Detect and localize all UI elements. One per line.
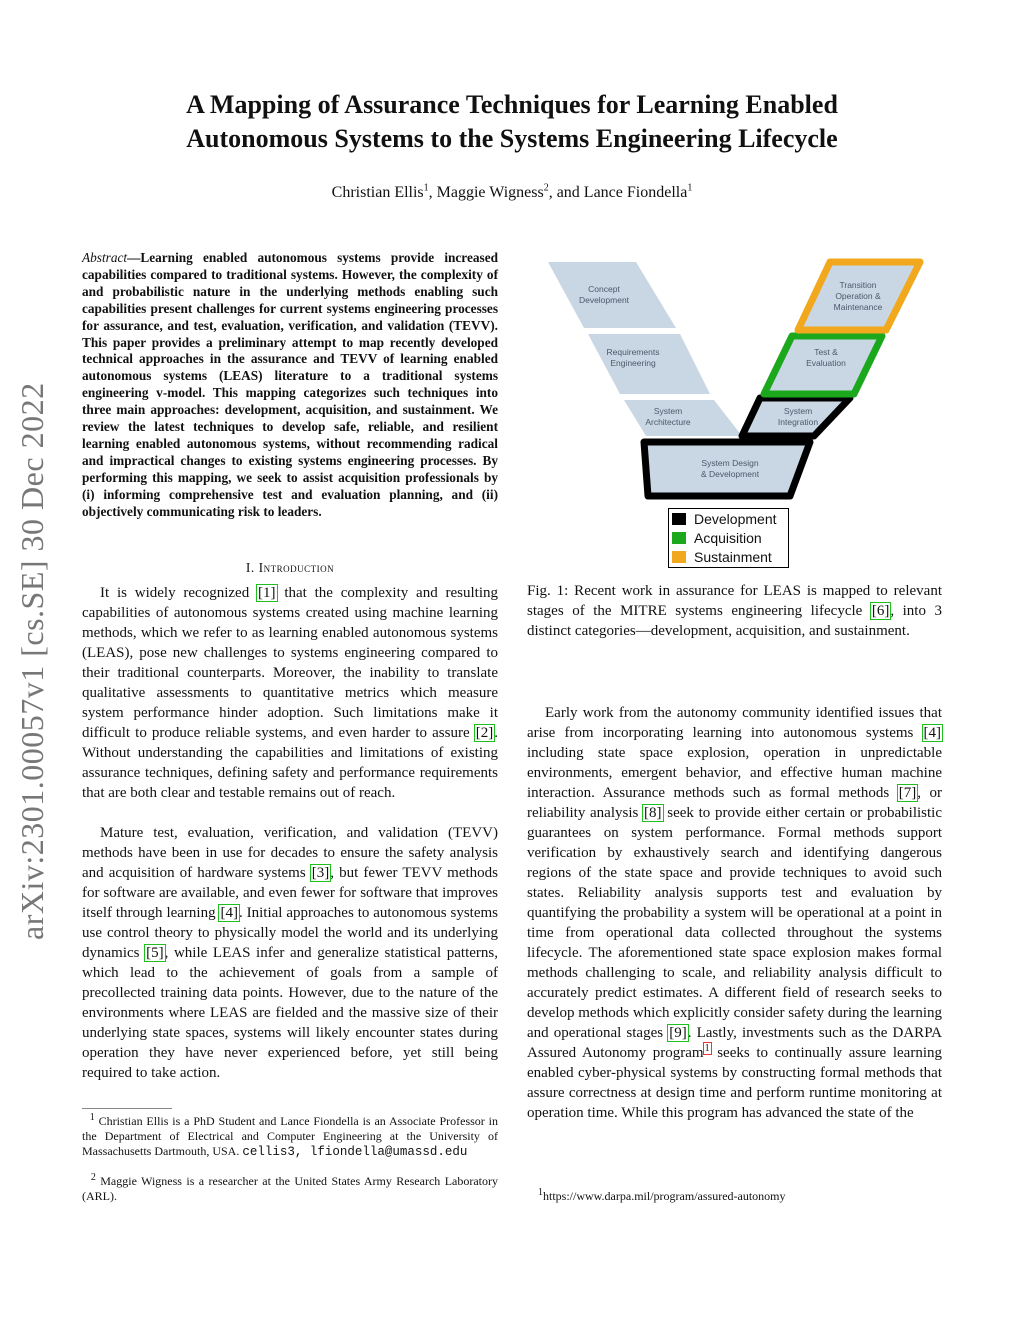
footnote-1 xyxy=(82,1114,498,1160)
paragraph-text: . Initial approaches to autonomous systems use control theory to physically model the world and its underlying dynamics xyxy=(82,905,498,961)
stage-label: System Design xyxy=(701,458,759,468)
footnote-3 xyxy=(538,1189,938,1204)
stage-label: Concept xyxy=(588,284,620,294)
caption-text: Fig. 1: Recent work in assurance for LEAS is mapped to relevant stages of the MITRE systems engineering lifecycle xyxy=(527,583,942,619)
legend-item-development xyxy=(669,509,788,528)
legend-swatch xyxy=(672,513,686,525)
stage-label: Test & xyxy=(814,347,838,357)
section-title: Introduction xyxy=(258,560,335,575)
citation-link[interactable]: [5] xyxy=(146,945,164,961)
citation-link[interactable]: [4] xyxy=(923,725,941,741)
author-2-affil: 2 xyxy=(543,182,549,194)
author-1: Christian Ellis xyxy=(331,184,424,201)
stage-label: Engineering xyxy=(610,358,656,368)
stage-label: & Development xyxy=(700,469,760,479)
paragraph-text: seek to provide either certain or probabilistic guarantees on system performance. Formal methods support verification by exhaustively search and identifying dangerous regions of the state space and provide techniques to avoid such states. Reliability analysis supports test and evaluation by quantifying the probability a system will be operational at a point in time from operational data collected throughout the systems lifecycle. The aforementioned state space explosion makes formal methods challenging to scale, and reliability analysis difficult to accurately predict estimates. A different field of research seeks to develop methods which explicitly consider safety during the learning and operational stages xyxy=(527,805,943,1041)
stage-label: Transition xyxy=(839,280,877,290)
paragraph-text: that the complexity and resulting capabilities of autonomous systems created using machine learning methods, which we refer to as learning enabled autonomous systems (LEAS), pose new challenges to systems engineering compared to their traditional counterparts. Moreover, the inability to translate qualitative assessments to quantitative metrics which measure system performance hinder adoption. Such limitations make it difficult to produce reliable systems, and even harder to assure xyxy=(82,585,498,741)
legend-item-acquisition xyxy=(669,528,788,547)
footnote-mark: 1 xyxy=(538,1187,543,1198)
v-model-figure xyxy=(528,250,938,570)
citation-link[interactable]: [2] xyxy=(475,725,494,741)
author-3-affil: 1 xyxy=(687,182,693,194)
paragraph-text: , but fewer TEVV methods for software are available, and even fewer for software that improves itself through learning xyxy=(82,865,498,921)
author-1-affil: 1 xyxy=(423,182,429,194)
legend-label: Development xyxy=(694,510,777,527)
citation-link[interactable]: [8] xyxy=(644,805,662,821)
footnote-text: Christian Ellis is a PhD Student and Lance Fiondella is an Associate Professor in the Department of Electrical and Computer Engineering at the University of Massachusetts Dartmouth, USA. xyxy=(82,1114,498,1158)
caption-text: , into 3 distinct categories—development, acquisition, and sustainment. xyxy=(527,603,943,639)
paragraph-text: , while LEAS infer and generalize statistical patterns, which lead to the achievement of goals from a sample of precollected training data points. However, due to the nature of the environments where LEAS are fielded and the massive size of their underlying state spaces, systems will likely encounter states during operation they have never experienced before, yet still being required to take action. xyxy=(82,945,498,1081)
title-line-2: Autonomous Systems to the Systems Engineering Lifecycle xyxy=(186,124,838,153)
paragraph-3 xyxy=(527,703,942,1123)
paragraph-text: seeks to continually assure learning enabled cyber-physical systems by constructing formal methods that assure correctness at design time and perform runtime monitoring at operation time. While this program has advanced the state of the xyxy=(527,1045,942,1121)
abstract xyxy=(82,250,498,521)
legend-item-sustainment xyxy=(669,547,788,566)
citation-link[interactable]: [3] xyxy=(311,865,330,881)
abstract-label: Abstract xyxy=(82,250,128,265)
footnote-2 xyxy=(82,1174,498,1204)
stage-label: System xyxy=(653,406,683,416)
paragraph-text: It is widely recognized xyxy=(100,585,258,601)
footnote-email[interactable]: cellis3, lfiondella@umassd.edu xyxy=(242,1145,468,1159)
stage-label: System xyxy=(783,406,813,416)
arxiv-stamp: arXiv:2301.00057v1 [cs.SE] 30 Dec 2022 xyxy=(14,382,50,940)
legend-swatch xyxy=(672,551,686,563)
legend-swatch xyxy=(672,532,686,544)
paper-title xyxy=(100,88,924,156)
footnote-divider xyxy=(82,1108,172,1109)
citation-link[interactable]: [9] xyxy=(669,1025,687,1041)
paragraph-text: , or reliability analysis xyxy=(527,785,943,821)
stage-label: Maintenance xyxy=(833,302,883,312)
title-line-1: A Mapping of Assurance Techniques for Learning Enabled xyxy=(186,90,838,119)
paragraph-text: . Lastly, investments such as the DARPA Assured Autonomy program xyxy=(527,1025,942,1061)
v-model-diagram xyxy=(528,250,938,510)
author-list xyxy=(100,184,924,202)
section-number: I. xyxy=(245,560,259,575)
citation-link[interactable]: [7] xyxy=(898,785,917,801)
figure-caption xyxy=(527,581,942,641)
author-2: , Maggie Wigness xyxy=(428,184,544,201)
citation-link[interactable]: [4] xyxy=(220,905,238,921)
paragraph-text: Mature test, evaluation, verification, and validation (TEVV) methods have been in use for decades to ensure the safety analysis and acquisition of hardware systems xyxy=(82,825,498,881)
legend-label: Sustainment xyxy=(694,548,772,565)
footnote-link[interactable]: 1 xyxy=(704,1043,710,1054)
citation-link[interactable]: [1] xyxy=(258,585,276,601)
paragraph-text: including state space explosion, operation in unpredictable environments, emergent behavior, and effective human machine interaction. Assurance methods such as formal methods xyxy=(527,745,942,801)
paragraph-text: . Without understanding the capabilities and limitations of existing assurance techniques, defining safety and performance requirements that are both clear and testable remains out of reach. xyxy=(82,725,498,801)
stage-label: Architecture xyxy=(645,417,691,427)
paragraph-2 xyxy=(82,823,498,1083)
stage-label: Operation & xyxy=(835,291,881,301)
footnote-url[interactable]: https://www.darpa.mil/program/assured-autonomy xyxy=(543,1189,786,1203)
stage-label: Evaluation xyxy=(806,358,846,368)
footnote-mark: 1 xyxy=(89,1112,95,1123)
paragraph-text: Early work from the autonomy community identified issues that arise from incorporating learning into autonomous systems xyxy=(527,705,942,741)
abstract-text: —Learning enabled autonomous systems provide increased capabilities compared to traditional systems. However, the complexity of and probabilistic nature in the underlying methods enabling such capabilities present challenges for current systems engineering processes for assurance, and test, evaluation, verification, and validation (TEVV). This paper provides a preliminary attempt to map recently developed technical approaches in the assurance and TEVV of learning enabled autonomous systems (LEAS) literature to a traditional systems engineering v-model. This mapping categorizes such techniques into three main approaches: development, acquisition, and sustainment. We review the latest techniques to develop safe, reliable, and resilient learning enabled autonomous systems, without recommending radical and impractical changes to existing systems engineering processes. By performing this mapping, we seek to assist acquisition professionals by (i) informing comprehensive test and evaluation planning, and (ii) objectively communicating risk to leaders. xyxy=(82,250,498,519)
stage-label: Development xyxy=(578,295,630,305)
footnote-mark: 2 xyxy=(90,1172,96,1183)
citation-link[interactable]: [6] xyxy=(871,603,890,619)
paragraph-1 xyxy=(82,583,498,803)
stage-label: Requirements xyxy=(606,347,660,357)
section-heading xyxy=(82,560,498,576)
footnote-text: Maggie Wigness is a researcher at the United States Army Research Laboratory (ARL). xyxy=(82,1174,499,1203)
figure-legend xyxy=(668,508,789,568)
author-3: , and Lance Fiondella xyxy=(548,184,688,201)
legend-label: Acquisition xyxy=(694,529,762,546)
stage-label: Integration xyxy=(777,417,819,427)
